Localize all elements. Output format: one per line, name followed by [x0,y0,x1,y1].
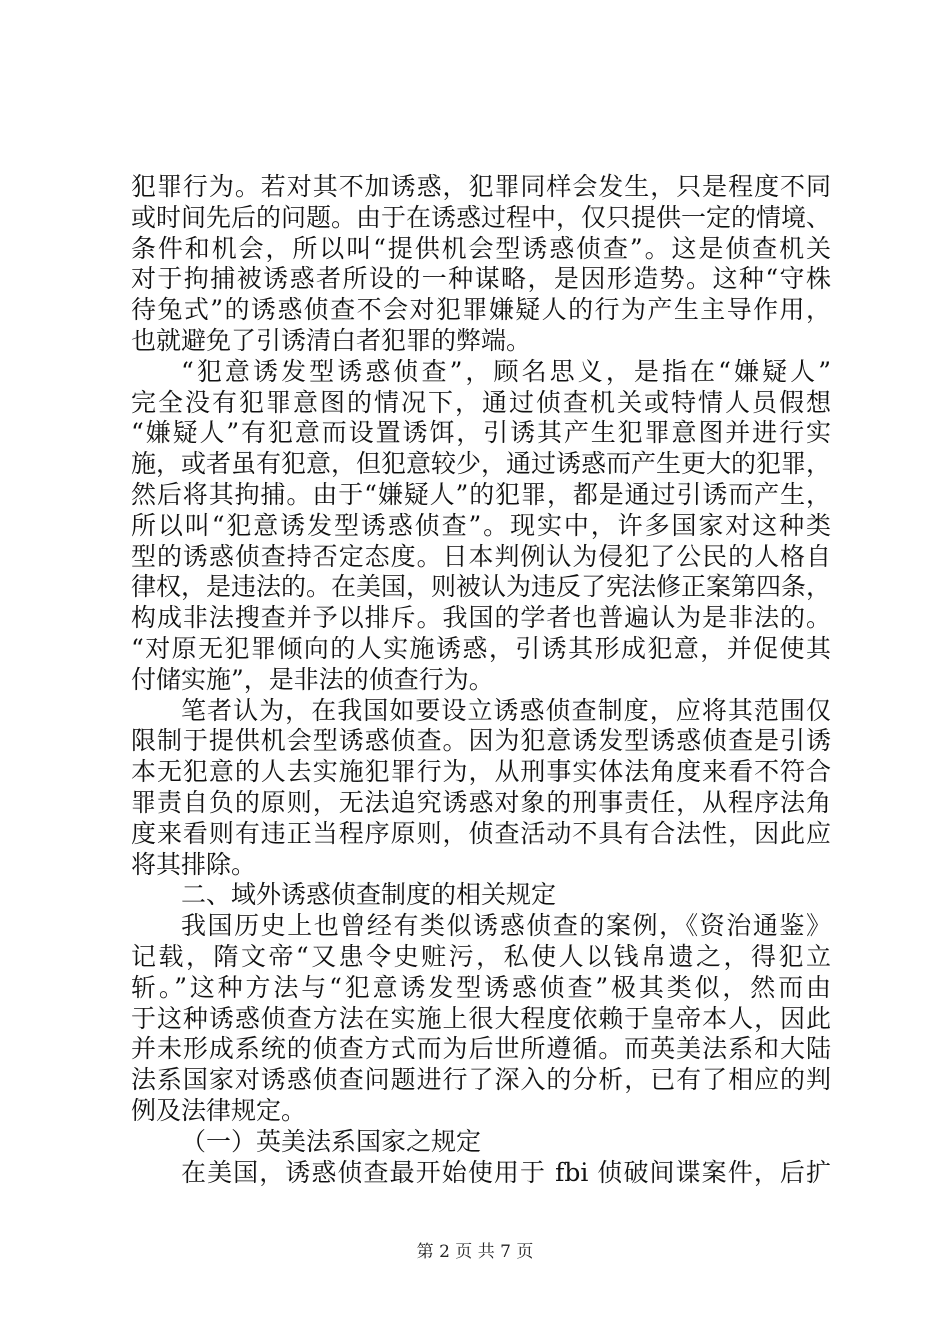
text-line: 限制于提供机会型诱惑侦查。因为犯意诱发型诱惑侦查是引诱 [131,726,831,756]
text-line: 也就避免了引诱清白者犯罪的弊端。 [131,325,532,355]
text-line: 例及法律规定。 [131,1095,307,1125]
text-line: 或时间先后的问题。由于在诱惑过程中，仅只提供一定的情境、 [131,202,832,232]
text-line: “嫌疑人”有犯意而设置诱饵，引诱其产生犯罪意图并进行实 [131,418,831,448]
text-line: 本无犯意的人去实施犯罪行为，从刑事实体法角度来看不符合 [131,757,831,787]
text-line: “对原无犯罪倾向的人实施诱惑，引诱其形成犯意，并促使其 [131,633,831,663]
body-text [131,172,831,1188]
text-line: 在美国，诱惑侦查最开始使用于 fbi 侦破间谍案件，后扩 [181,1157,831,1187]
text-line: 斩。”这种方法与“犯意诱发型诱惑侦查”极其类似，然而由 [131,972,831,1002]
page-number-footer: 第 2 页 共 7 页 [416,1242,534,1262]
text-line: 付储实施”，是非法的侦查行为。 [131,664,494,694]
text-line: 罪责自负的原则，无法追究诱惑对象的刑事责任，从程序法角 [131,787,831,817]
text-line: 待兔式”的诱惑侦查不会对犯罪嫌疑人的行为产生主导作用， [131,295,831,325]
text-line: 并未形成系统的侦查方式而为后世所遵循。而英美法系和大陆 [131,1034,831,1064]
text-line: 条件和机会，所以叫“提供机会型诱惑侦查”。这是侦查机关 [131,233,831,263]
text-line: 律权，是违法的。在美国，则被认为违反了宪法修正案第四条， [131,572,832,602]
text-line: 我国历史上也曾经有类似诱惑侦查的案例，《资治通鉴》 [181,911,831,941]
text-line: 犯罪行为。若对其不加诱惑，犯罪同样会发生，只是程度不同 [131,172,831,201]
text-line: “犯意诱发型诱惑侦查”，顾名思义，是指在“嫌疑人” [181,356,831,386]
text-line: 然后将其拘捕。由于“嫌疑人”的犯罪，都是通过引诱而产生， [131,479,831,509]
text-line: 记载，隋文帝“又患令史赃污，私使人以钱帛遗之，得犯立 [131,941,831,971]
text-line: （一）英美法系国家之规定 [181,1126,482,1156]
text-line: 所以叫“犯意诱发型诱惑侦查”。现实中，许多国家对这种类 [131,510,831,540]
text-line: 构成非法搜查并予以排斥。我国的学者也普遍认为是非法的。 [131,603,831,633]
text-line: 于这种诱惑侦查方法在实施上很大程度依赖于皇帝本人，因此 [131,1003,831,1033]
text-line: 对于拘捕被诱惑者所设的一种谋略，是因形造势。这种“守株 [131,264,831,294]
text-line: 完全没有犯罪意图的情况下，通过侦查机关或特情人员假想 [131,387,831,417]
text-line: 施，或者虽有犯意，但犯意较少，通过诱惑而产生更大的犯罪， [131,449,832,479]
text-line: 二、域外诱惑侦查制度的相关规定 [181,880,557,910]
text-line: 型的诱惑侦查持否定态度。日本判例认为侵犯了公民的人格自 [131,541,831,571]
text-line: 度来看则有违正当程序原则，侦查活动不具有合法性，因此应 [131,818,831,848]
text-line: 法系国家对诱惑侦查问题进行了深入的分析，已有了相应的判 [131,1065,831,1095]
text-line: 将其排除。 [131,849,257,879]
text-line: 笔者认为，在我国如要设立诱惑侦查制度，应将其范围仅 [181,695,831,725]
